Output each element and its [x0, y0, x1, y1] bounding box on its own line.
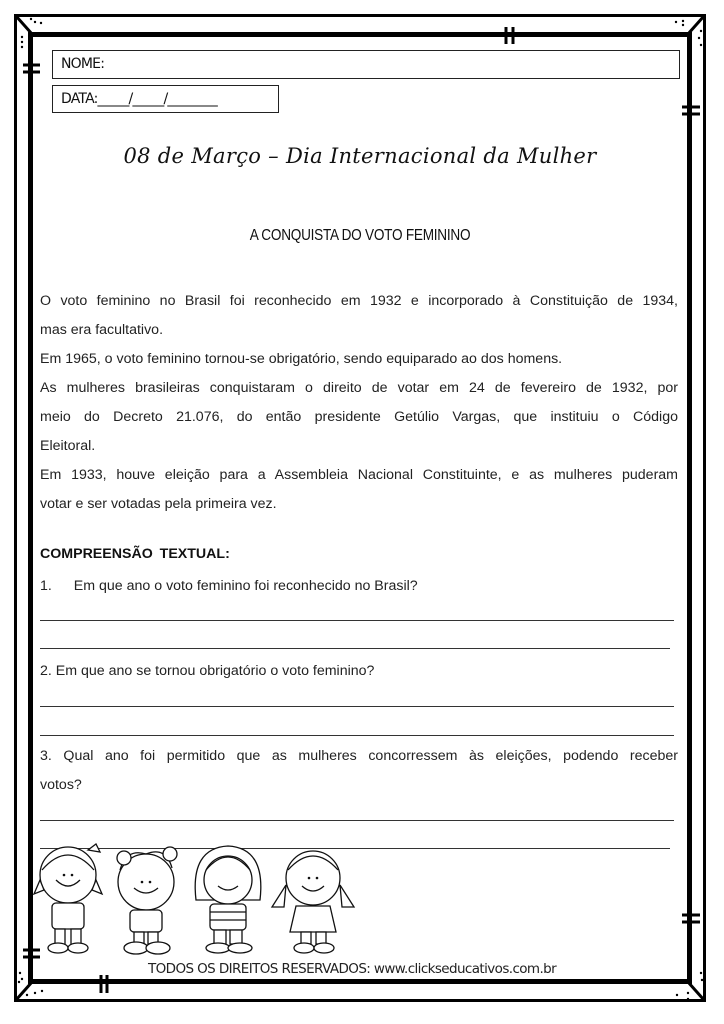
answer-line[interactable] — [40, 820, 674, 821]
corner-diagonal-br — [688, 982, 704, 1000]
question-3 — [40, 742, 678, 800]
corner-diagonal-tl — [16, 16, 32, 34]
paragraph-line: Em 1965, o voto feminino tornou-se obrigatório, sendo equiparado ao dos homens. — [40, 351, 563, 367]
text-body — [40, 287, 678, 519]
answer-line[interactable] — [40, 735, 674, 736]
name-label: NOME: — [61, 56, 105, 72]
date-label: DATA:_____/_____/________ — [61, 91, 217, 107]
question-text-continued: votos? — [40, 777, 82, 793]
kid-3-figure — [195, 846, 261, 953]
question-text: Em que ano o voto feminino foi reconhecido no Brasil? — [73, 578, 418, 594]
kid-1-figure — [34, 844, 102, 953]
copyright-footer: TODOS OS DIREITOS RESERVADOS: www.clickseducativos.com.br — [148, 961, 557, 977]
question-2 — [40, 657, 678, 686]
paragraph-line: As mulheres brasileiras conquistaram o direito de votar em 24 de fevereiro de 1932, por — [40, 380, 678, 396]
paragraph-line: votar e ser votadas pela primeira vez. — [40, 496, 277, 512]
question-1 — [40, 572, 678, 601]
paragraph-line: mas era facultativo. — [40, 322, 164, 338]
answer-line[interactable] — [40, 648, 670, 649]
section-heading: A CONQUISTA DO VOTO FEMININO — [249, 227, 471, 244]
question-number: 2. — [40, 663, 52, 679]
kid-4-figure — [272, 851, 354, 953]
paragraph-line: Eleitoral. — [40, 438, 96, 454]
kids-illustration — [28, 840, 358, 960]
answer-line[interactable] — [40, 706, 674, 707]
question-number: 1. — [40, 578, 52, 594]
page-title: 08 de Março – Dia Internacional da Mulher — [123, 144, 597, 168]
kid-2-figure — [117, 847, 177, 954]
paragraph-line: O voto feminino no Brasil foi reconhecido em 1932 e incorporado à Constituição de 1934, — [40, 293, 678, 309]
paragraph-line: meio do Decreto 21.076, do então presidente Getúlio Vargas, que instituiu o Código — [40, 409, 678, 425]
corner-diagonal-bl — [16, 982, 32, 1000]
answer-line[interactable] — [40, 620, 674, 621]
question-3-line-1 — [40, 742, 678, 771]
question-number: 3. — [40, 748, 52, 764]
paragraph-line: Em 1933, houve eleição para a Assembleia Nacional Constituinte, e as mulheres puderam — [40, 467, 678, 483]
date-field[interactable] — [52, 85, 279, 113]
question-text: Em que ano se tornou obrigatório o voto feminino? — [55, 663, 375, 679]
question-text: Qual ano foi permitido que as mulheres concorressem às eleições, podendo receber — [63, 748, 679, 764]
comprehension-title: COMPREENSÃO TEXTUAL: — [40, 546, 230, 562]
name-field[interactable] — [52, 50, 680, 79]
